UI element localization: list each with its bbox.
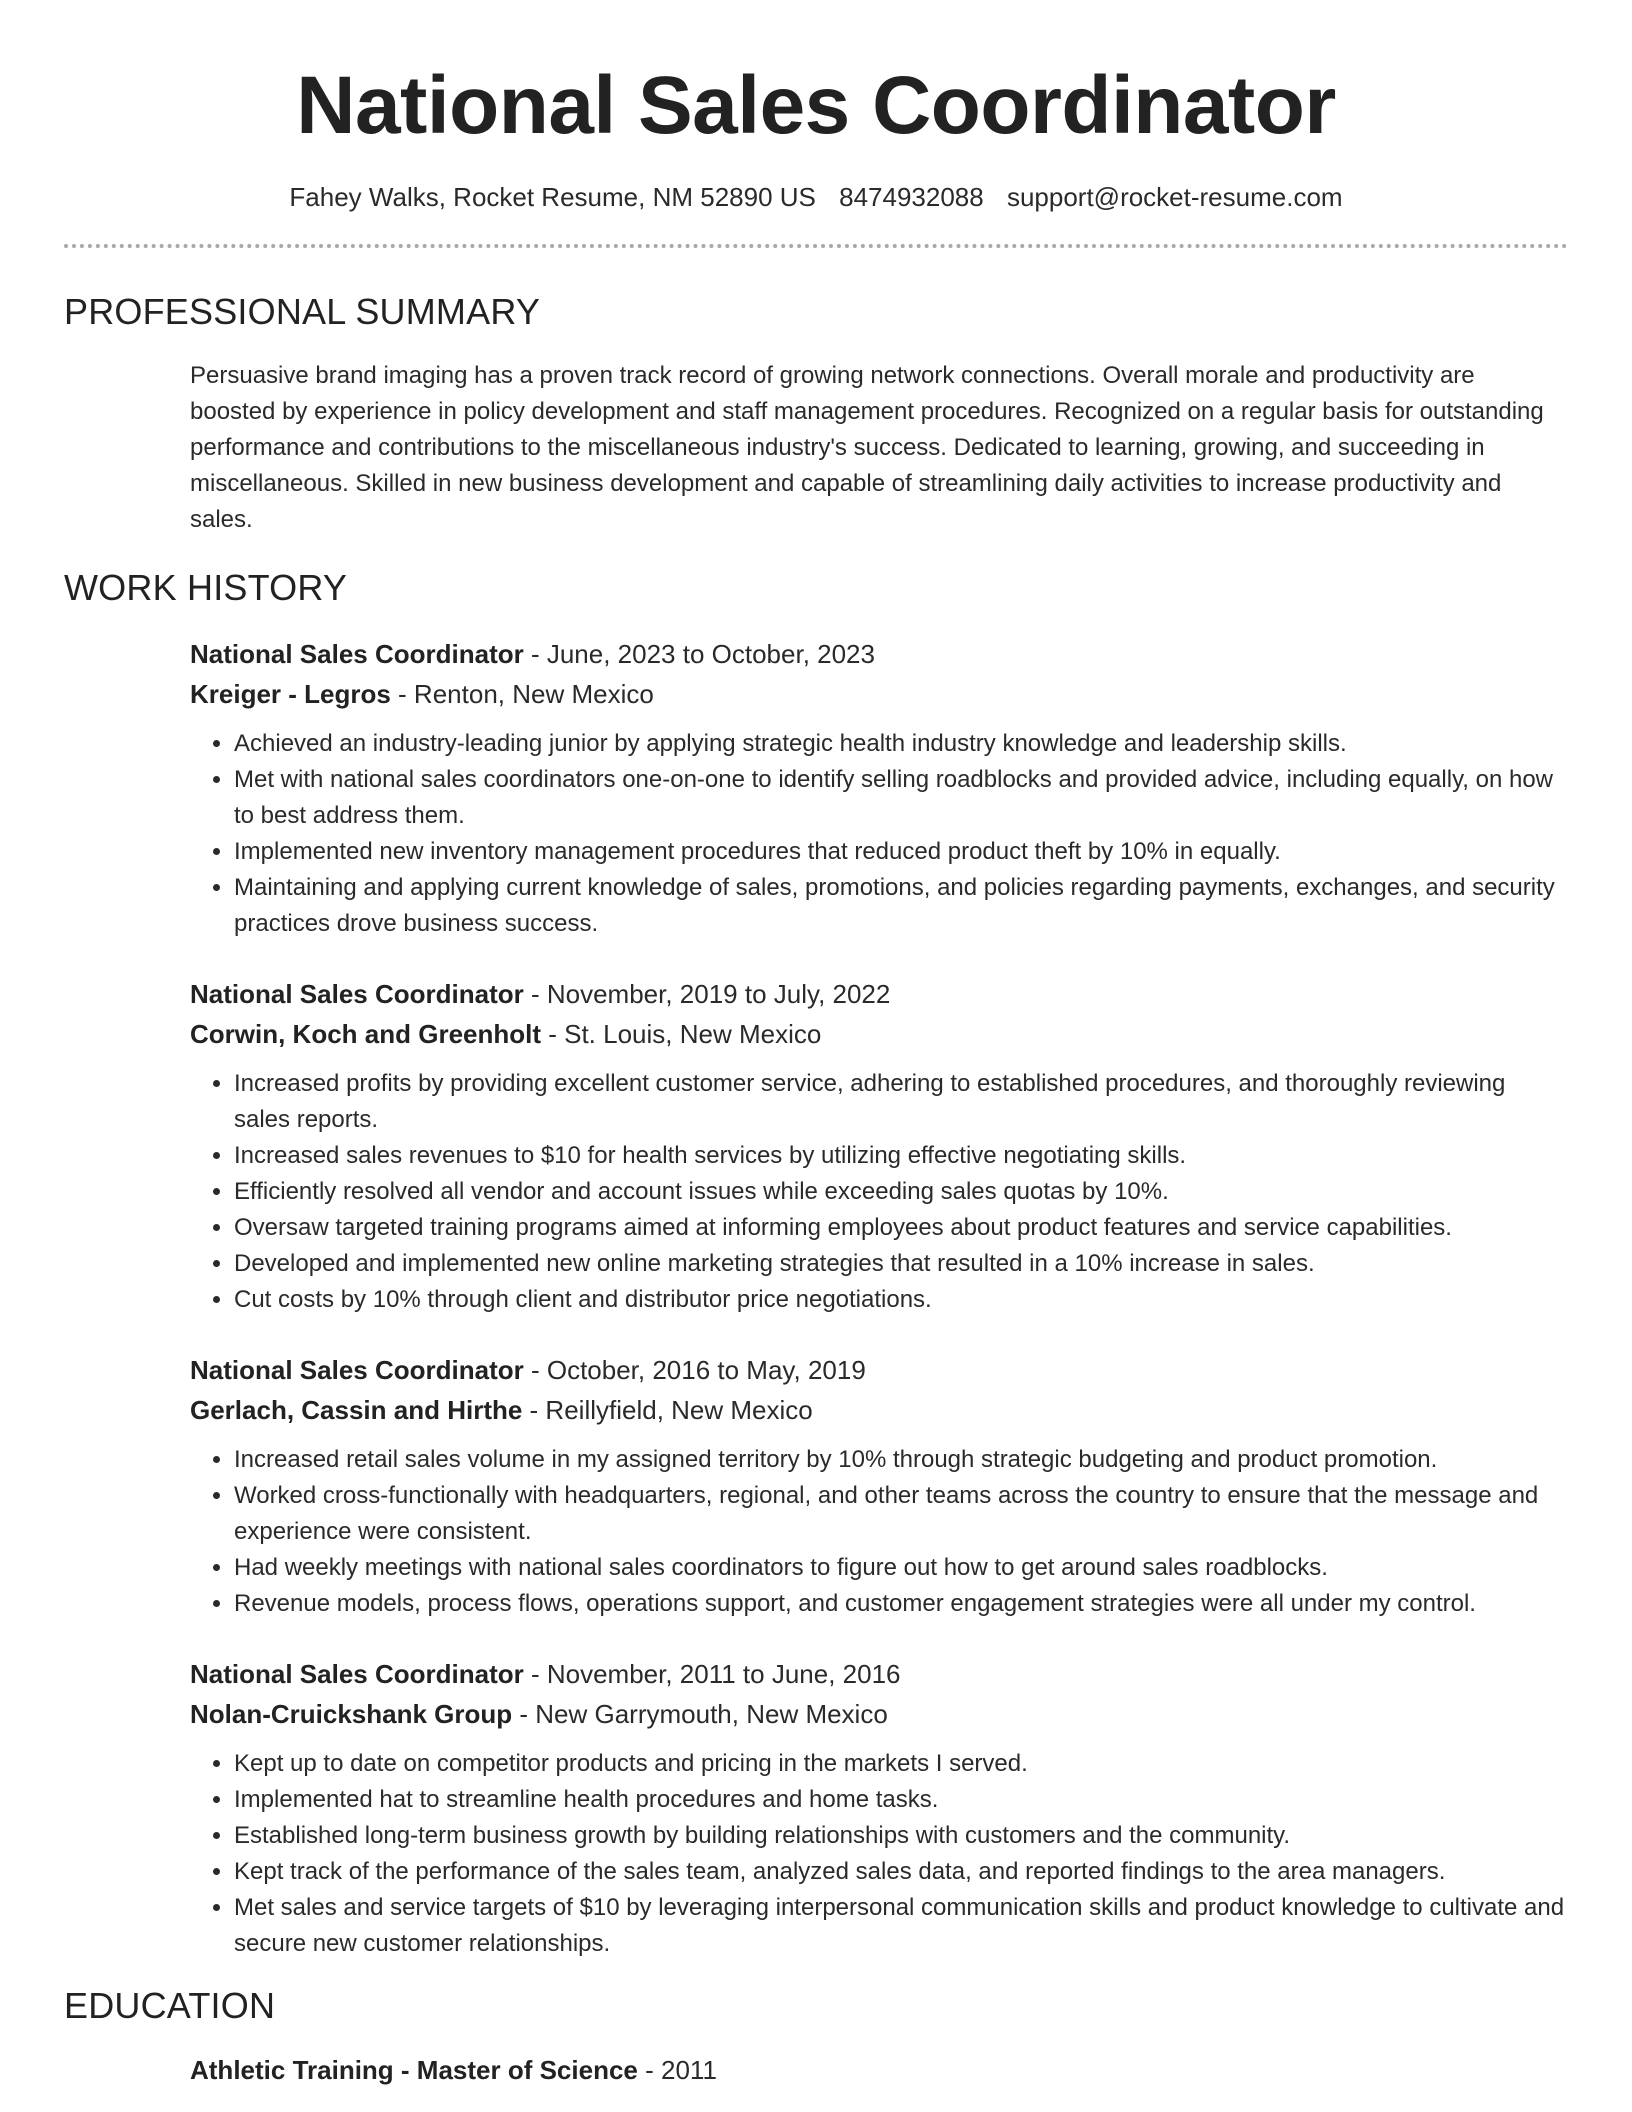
job-bullet: • Met sales and service targets of $10 by leveraging interpersonal communication skills and product knowledge to cultivate and secure new customer relationships. (234, 1890, 1568, 1962)
job-dates: - June, 2023 to October, 2023 (523, 639, 875, 669)
education-heading: EDUCATION (64, 1985, 276, 2026)
job-dates: - November, 2019 to July, 2022 (523, 979, 891, 1009)
job-bullet: • Increased retail sales volume in my assigned territory by 10% through strategic budgeting and product promotion. (234, 1442, 1568, 1478)
job-bullet: • Cut costs by 10% through client and distributor price negotiations. (234, 1282, 1568, 1318)
job-company-line (190, 1014, 1568, 1054)
job-bullet: • Kept up to date on competitor products and pricing in the markets I served. (234, 1746, 1568, 1782)
job-bullets (190, 726, 1568, 942)
contact-info (64, 180, 1568, 214)
job-bullet: • Implemented new inventory management procedures that reduced product theft by 10% in equally. (234, 834, 1568, 870)
job-title-line (190, 1350, 1568, 1390)
job-title: National Sales Coordinator (190, 979, 524, 1009)
job-location: - New Garrymouth, New Mexico (512, 1699, 888, 1729)
job-bullet: • Met with national sales coordinators one-on-one to identify selling roadblocks and provided advice, including equally, on how to best address them. (234, 762, 1568, 834)
resume-title: National Sales Coordinator (296, 60, 1336, 151)
education-year: - 2011 (637, 2055, 717, 2085)
job-bullet: • Increased profits by providing excellent customer service, adhering to established procedures, and thoroughly reviewing sales reports. (234, 1066, 1568, 1138)
contact-email: support@rocket-resume.com (1006, 182, 1343, 212)
job-bullets (190, 1746, 1568, 1962)
job-bullets (190, 1442, 1568, 1622)
job-entry (190, 634, 1568, 942)
job-bullets (190, 1066, 1568, 1318)
contact-address: Fahey Walks, Rocket Resume, NM 52890 US (289, 182, 816, 212)
job-bullet: • Had weekly meetings with national sales coordinators to figure out how to get around sales roadblocks. (234, 1550, 1568, 1586)
job-company: Nolan-Cruickshank Group (190, 1699, 513, 1729)
job-bullet: • Oversaw targeted training programs aimed at informing employees about product features and service capabilities. (234, 1210, 1568, 1246)
education-degree: Athletic Training - Master of Science (190, 2055, 638, 2085)
job-company-line (190, 674, 1568, 714)
contact-phone: 8474932088 (839, 182, 984, 212)
header-divider (64, 244, 1568, 248)
job-bullet: • Worked cross-functionally with headquarters, regional, and other teams across the country to ensure that the message and experience were consistent. (234, 1478, 1568, 1550)
job-company: Gerlach, Cassin and Hirthe (190, 1395, 523, 1425)
job-bullet: • Kept track of the performance of the sales team, analyzed sales data, and reported findings to the area managers. (234, 1854, 1568, 1890)
job-entry (190, 974, 1568, 1318)
job-title-line (190, 634, 1568, 674)
job-company-line (190, 1390, 1568, 1430)
job-location: - Renton, New Mexico (390, 679, 654, 709)
summary-heading: PROFESSIONAL SUMMARY (64, 291, 541, 332)
job-entry (190, 1350, 1568, 1622)
job-bullet: • Increased sales revenues to $10 for health services by utilizing effective negotiating skills. (234, 1138, 1568, 1174)
job-bullet: • Efficiently resolved all vendor and account issues while exceeding sales quotas by 10%. (234, 1174, 1568, 1210)
job-bullet: • Achieved an industry-leading junior by applying strategic health industry knowledge and leadership skills. (234, 726, 1568, 762)
job-title: National Sales Coordinator (190, 639, 524, 669)
education-entry (190, 2050, 1568, 2090)
job-location: - Reillyfield, New Mexico (522, 1395, 813, 1425)
job-company-line (190, 1694, 1568, 1734)
job-bullet: • Implemented hat to streamline health procedures and home tasks. (234, 1782, 1568, 1818)
summary-text: Persuasive brand imaging has a proven track record of growing network connections. Overall morale and productivity are boosted by experience in policy development and staff management procedures. Recognized on a regular basis for outstanding performance and contributions to the miscellaneous industry's success. Dedicated to learning, growing, and succeeding in miscellaneous. Skilled in new business development and capable of streamlining daily activities to increase productivity and sales. (190, 362, 1544, 533)
job-dates: - November, 2011 to June, 2016 (523, 1659, 901, 1689)
work-history-list (64, 634, 1568, 1962)
job-location: - St. Louis, New Mexico (541, 1019, 822, 1049)
job-title: National Sales Coordinator (190, 1659, 524, 1689)
job-company: Corwin, Koch and Greenholt (190, 1019, 542, 1049)
job-bullet: • Developed and implemented new online marketing strategies that resulted in a 10% increase in sales. (234, 1246, 1568, 1282)
job-bullet: • Established long-term business growth by building relationships with customers and the community. (234, 1818, 1568, 1854)
job-title-line (190, 1654, 1568, 1694)
work-history-heading: WORK HISTORY (64, 567, 348, 608)
job-company: Kreiger - Legros (190, 679, 391, 709)
job-title-line (190, 974, 1568, 1014)
job-entry (190, 1654, 1568, 1962)
job-dates: - October, 2016 to May, 2019 (523, 1355, 866, 1385)
job-bullet: • Maintaining and applying current knowledge of sales, promotions, and policies regarding payments, exchanges, and security practices drove business success. (234, 870, 1568, 942)
job-bullet: • Revenue models, process flows, operations support, and customer engagement strategies were all under my control. (234, 1586, 1568, 1622)
job-title: National Sales Coordinator (190, 1355, 524, 1385)
